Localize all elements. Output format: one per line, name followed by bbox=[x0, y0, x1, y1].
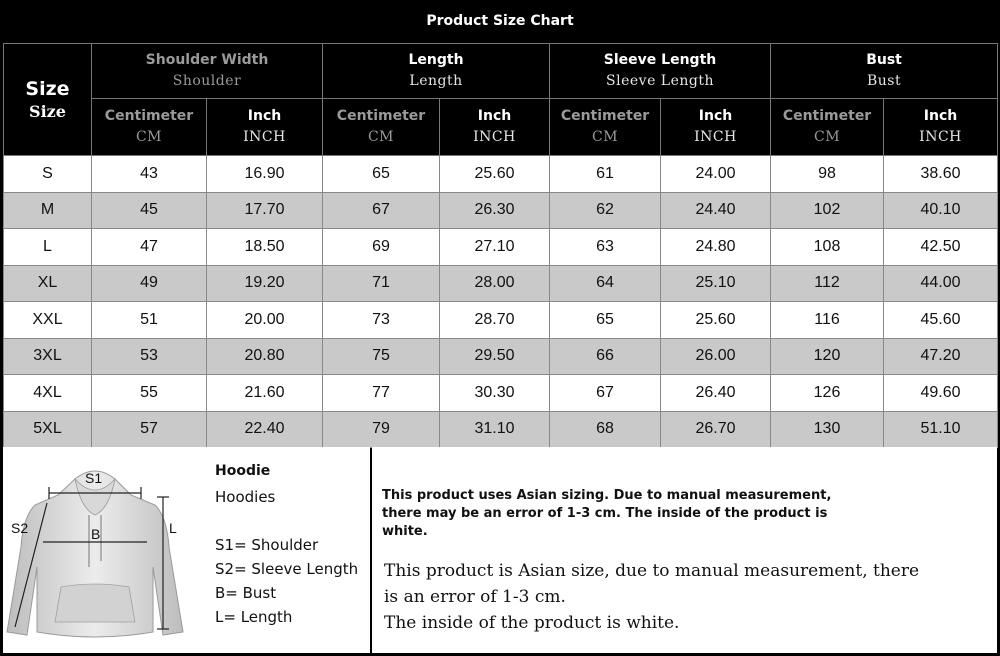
value-cell: 61 bbox=[550, 156, 661, 193]
value-cell: 26.70 bbox=[661, 411, 771, 448]
value-cell: 63 bbox=[550, 229, 661, 266]
value-cell: 40.10 bbox=[884, 192, 998, 229]
size-cell: 4XL bbox=[4, 375, 92, 412]
b-label: B bbox=[91, 526, 101, 542]
legend-item: S1= Shoulder bbox=[215, 536, 319, 554]
value-cell: 18.50 bbox=[207, 229, 323, 266]
unit-cn: CM bbox=[813, 129, 841, 145]
table-row bbox=[4, 375, 998, 412]
value-cell: 20.00 bbox=[207, 302, 323, 339]
value-cell: 28.70 bbox=[440, 302, 550, 339]
unit-cn: INCH bbox=[473, 129, 516, 145]
value-cell: 55 bbox=[92, 375, 207, 412]
note-secondary bbox=[384, 558, 994, 636]
unit-en: Inch bbox=[477, 108, 512, 124]
value-cell: 30.30 bbox=[440, 375, 550, 412]
value-cell: 98 bbox=[771, 156, 884, 193]
value-cell: 26.40 bbox=[661, 375, 771, 412]
column-header-en: Length bbox=[408, 52, 464, 68]
value-cell: 64 bbox=[550, 265, 661, 302]
size-cell: S bbox=[4, 156, 92, 193]
value-cell: 45 bbox=[92, 192, 207, 229]
column-header-length bbox=[323, 44, 550, 99]
size-table-body bbox=[4, 156, 998, 448]
unit-header-cm bbox=[323, 99, 440, 156]
value-cell: 69 bbox=[323, 229, 440, 266]
value-cell: 68 bbox=[550, 411, 661, 448]
size-cell: M bbox=[4, 192, 92, 229]
value-cell: 26.30 bbox=[440, 192, 550, 229]
value-cell: 126 bbox=[771, 375, 884, 412]
note-english: This product uses Asian sizing. Due to manual measurement, there may be an error of 1-3 cm. The inside of the product is white. bbox=[382, 488, 832, 539]
table-row bbox=[4, 302, 998, 339]
value-cell: 24.80 bbox=[661, 229, 771, 266]
unit-header-inch bbox=[661, 99, 771, 156]
value-cell: 29.50 bbox=[440, 338, 550, 375]
value-cell: 47 bbox=[92, 229, 207, 266]
value-cell: 25.60 bbox=[440, 156, 550, 193]
column-header-sleeve-length bbox=[550, 44, 771, 99]
value-cell: 62 bbox=[550, 192, 661, 229]
value-cell: 21.60 bbox=[207, 375, 323, 412]
unit-en: Centimeter bbox=[104, 108, 194, 124]
value-cell: 51.10 bbox=[884, 411, 998, 448]
notes-panel bbox=[372, 447, 997, 653]
value-cell: 42.50 bbox=[884, 229, 998, 266]
value-cell: 65 bbox=[550, 302, 661, 339]
value-cell: 26.00 bbox=[661, 338, 771, 375]
value-cell: 57 bbox=[92, 411, 207, 448]
unit-cn: CM bbox=[591, 129, 619, 145]
size-header-cn: Size bbox=[29, 101, 66, 121]
value-cell: 24.40 bbox=[661, 192, 771, 229]
value-cell: 49 bbox=[92, 265, 207, 302]
table-row bbox=[4, 229, 998, 266]
unit-cn: INCH bbox=[919, 129, 962, 145]
value-cell: 27.10 bbox=[440, 229, 550, 266]
value-cell: 79 bbox=[323, 411, 440, 448]
legend-title: Hoodie bbox=[215, 463, 271, 479]
unit-en: Centimeter bbox=[560, 108, 650, 124]
legend-title-cn: Hoodies bbox=[215, 488, 276, 506]
value-cell: 16.90 bbox=[207, 156, 323, 193]
value-cell: 25.60 bbox=[661, 302, 771, 339]
unit-en: Centimeter bbox=[782, 108, 872, 124]
s1-label: S1 bbox=[85, 470, 103, 486]
column-header-en: Sleeve Length bbox=[603, 52, 717, 68]
size-cell: L bbox=[4, 229, 92, 266]
column-header-cn: Shoulder bbox=[172, 73, 242, 89]
value-cell: 25.10 bbox=[661, 265, 771, 302]
unit-header-inch bbox=[884, 99, 998, 156]
value-cell: 51 bbox=[92, 302, 207, 339]
value-cell: 67 bbox=[323, 192, 440, 229]
table-row bbox=[4, 338, 998, 375]
value-cell: 66 bbox=[550, 338, 661, 375]
hoodie-diagram-panel bbox=[3, 447, 370, 653]
value-cell: 102 bbox=[771, 192, 884, 229]
s2-label: S2 bbox=[11, 520, 29, 536]
value-cell: 67 bbox=[550, 375, 661, 412]
table-row bbox=[4, 156, 998, 193]
unit-en: Inch bbox=[698, 108, 733, 124]
legend-item: B= Bust bbox=[215, 584, 277, 602]
value-cell: 31.10 bbox=[440, 411, 550, 448]
value-cell: 120 bbox=[771, 338, 884, 375]
value-cell: 116 bbox=[771, 302, 884, 339]
unit-en: Inch bbox=[247, 108, 282, 124]
table-row bbox=[4, 265, 998, 302]
value-cell: 112 bbox=[771, 265, 884, 302]
value-cell: 49.60 bbox=[884, 375, 998, 412]
legend-item: S2= Sleeve Length bbox=[215, 560, 359, 578]
note-line: The inside of the product is white. bbox=[384, 613, 680, 633]
value-cell: 108 bbox=[771, 229, 884, 266]
value-cell: 24.00 bbox=[661, 156, 771, 193]
size-table bbox=[3, 43, 998, 448]
value-cell: 43 bbox=[92, 156, 207, 193]
value-cell: 28.00 bbox=[440, 265, 550, 302]
unit-header-cm bbox=[771, 99, 884, 156]
value-cell: 71 bbox=[323, 265, 440, 302]
size-cell: XXL bbox=[4, 302, 92, 339]
size-cell: XL bbox=[4, 265, 92, 302]
value-cell: 38.60 bbox=[884, 156, 998, 193]
value-cell: 130 bbox=[771, 411, 884, 448]
unit-cn: INCH bbox=[694, 129, 737, 145]
value-cell: 53 bbox=[92, 338, 207, 375]
size-header-en: Size bbox=[25, 77, 70, 100]
unit-header-cm bbox=[92, 99, 207, 156]
hoodie-diagram bbox=[3, 457, 203, 647]
note-line: This product is Asian size, due to manual measurement, there bbox=[384, 561, 920, 581]
column-header-bust bbox=[771, 44, 998, 99]
column-header-shoulder bbox=[92, 44, 323, 99]
unit-header-cm bbox=[550, 99, 661, 156]
size-cell: 5XL bbox=[4, 411, 92, 448]
column-header-en: Bust bbox=[866, 52, 902, 68]
value-cell: 45.60 bbox=[884, 302, 998, 339]
value-cell: 17.70 bbox=[207, 192, 323, 229]
unit-cn: CM bbox=[367, 129, 395, 145]
unit-cn: INCH bbox=[243, 129, 286, 145]
column-header-en: Shoulder Width bbox=[145, 52, 269, 68]
value-cell: 19.20 bbox=[207, 265, 323, 302]
table-row bbox=[4, 192, 998, 229]
value-cell: 75 bbox=[323, 338, 440, 375]
value-cell: 44.00 bbox=[884, 265, 998, 302]
table-row bbox=[4, 411, 998, 448]
value-cell: 65 bbox=[323, 156, 440, 193]
l-label: L bbox=[169, 520, 177, 536]
value-cell: 22.40 bbox=[207, 411, 323, 448]
value-cell: 73 bbox=[323, 302, 440, 339]
unit-en: Centimeter bbox=[336, 108, 426, 124]
value-cell: 20.80 bbox=[207, 338, 323, 375]
unit-cn: CM bbox=[135, 129, 163, 145]
column-header-cn: Bust bbox=[866, 73, 902, 89]
size-header bbox=[4, 44, 92, 156]
column-header-cn: Sleeve Length bbox=[606, 73, 715, 89]
unit-en: Inch bbox=[923, 108, 958, 124]
note-line: is an error of 1-3 cm. bbox=[384, 587, 566, 607]
chart-title: Product Size Chart bbox=[0, 0, 1000, 42]
unit-header-inch bbox=[440, 99, 550, 156]
legend-item: L= Length bbox=[215, 608, 293, 626]
size-cell: 3XL bbox=[4, 338, 92, 375]
column-header-cn: Length bbox=[409, 73, 463, 89]
value-cell: 77 bbox=[323, 375, 440, 412]
unit-header-inch bbox=[207, 99, 323, 156]
value-cell: 47.20 bbox=[884, 338, 998, 375]
